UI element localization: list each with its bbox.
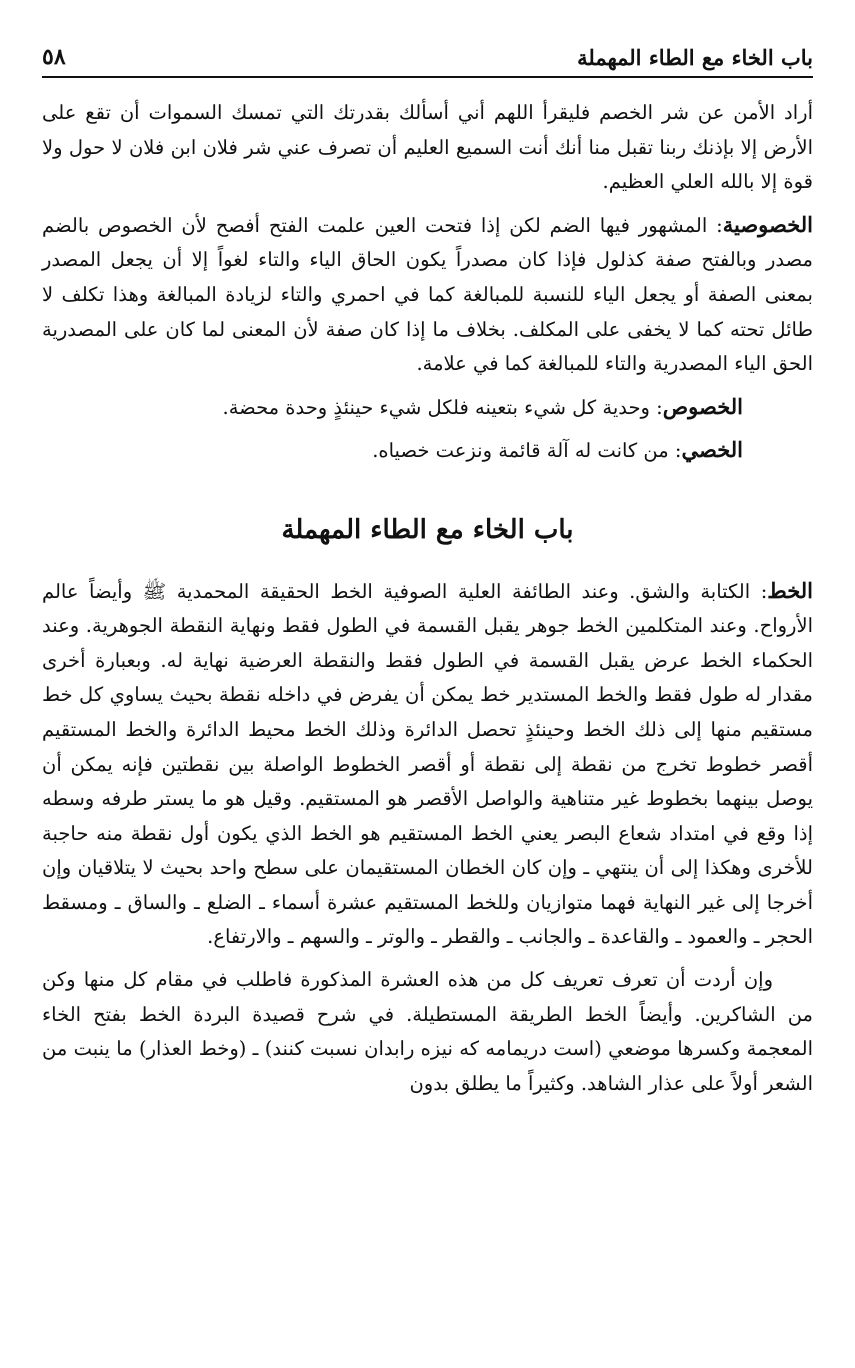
- entry-text: : المشهور فيها الضم لكن إذا فتحت العين علمت الفتح أفصح لأن الخصوص بالضم مصدر وبالفتح صفة كذلول فإذا كان مصدراً يكون الحاق الياء والتاء لغواً إلا أن يجعل المصدر بمعنى الصفة أو يجعل الياء للنسبة للمبالغة كما في احمري والتاء لزيادة المبالغة وهذا تكلف لا طائل تحته كما لا يخفى على المكلف. بخلاف ما إذا كان صفة لأن المعنى لما كان على المصدرية الحق الياء المصدرية والتاء للمبالغة كما في علامة.: [42, 213, 813, 376]
- entry-text: : الكتابة والشق. وعند الطائفة العلية الصوفية الخط الحقيقة المحمدية ﷺ وأيضاً عالم الأرواح. وعند المتكلمين الخط جوهر يقبل القسمة في الطول فقط ونهاية النقطة الجوهرية. وعند الحكماء الخط عرض يقبل القسمة في الطول فقط والنقطة العرضية نهاية له. وبعبارة أخرى مقدار له طول فقط والخط المستدير خط يمكن أن يفرض في داخله نقطة بحيث يساوي كل خط مستقيم منها إلى ذلك الخط وحينئذٍ تحصل الدائرة وذلك الخط محيط الدائرة والخط المستقيم أقصر خطوط تخرج من نقطة إلى نقطة أو أقصر الخطوط الواصلة بين نقطتين فإنه يمكن أن يوصل بينهما بخطوط غير متناهية والواصل الأقصر هو المستقيم. وقيل هو ما يستر طرفه وسطه إذا وقع في امتداد شعاع البصر يعني الخط المستقيم هو الخط الذي يكون أول نقطة منه حاجبة للأخرى وهكذا إلى أن ينتهي ـ وإن كان الخطان المستقيمان على سطح واحد بحيث لا يتلاقيان وإن أخرجا إلى غير النهاية فهما متوازيان وللخط المستقيم عشرة أسماء ـ الضلع ـ والساق ـ ومسقط الحجر ـ والعمود ـ والقاعدة ـ والجانب ـ والقطر ـ والوتر ـ والسهم ـ والارتفاع.: [42, 579, 813, 949]
- running-title: باب الخاء مع الطاء المهملة: [577, 45, 813, 70]
- entry-khatt: [42, 574, 813, 956]
- page-number: ٥٨: [42, 44, 66, 70]
- closing-paragraph: وإن أردت أن تعرف تعريف كل من هذه العشرة المذكورة فاطلب في مقام كل منها وكن من الشاكرين. وأيضاً الخط الطريقة المستطيلة. في شرح قصيدة البردة الخط بفتح الخاء المعجمة وكسرها موضعي (است دريمامه كه نيزه رابدان نسبت كنند) ـ (وخط العذار) ما ينبت من الشعر أولاً على عذار الشاهد. وكثيراً ما يطلق بدون: [42, 968, 813, 1095]
- page-header: [42, 34, 813, 78]
- entry-term: الخصوص: [662, 393, 743, 419]
- entry-khusus: [42, 390, 813, 426]
- entry-khasi: [42, 433, 813, 469]
- entry-khususiyya: [42, 208, 813, 382]
- entry-term: الخصي: [681, 437, 743, 463]
- page-body: [42, 96, 813, 1101]
- chapter-heading: باب الخاء مع الطاء المهملة: [281, 514, 574, 545]
- entry-text: : من كانت له آلة قائمة ونزعت خصياه.: [372, 439, 682, 463]
- intro-paragraph: أراد الأمن عن شر الخصم فليقرأ اللهم أني أسألك بقدرتك التي تمسك السموات أن تقع على الأرض إلا بإذنك ربنا تقبل منا أنك أنت السميع العليم أن تصرف عني شر فلان ابن فلان لا حول ولا قوة إلا بالله العلي العظيم.: [42, 101, 813, 194]
- entry-term: الخصوصية: [722, 211, 813, 237]
- entry-term: الخط: [767, 577, 813, 603]
- entry-text: : وحدية كل شيء بتعينه فلكل شيء حينئذٍ وحدة محضة.: [222, 395, 663, 419]
